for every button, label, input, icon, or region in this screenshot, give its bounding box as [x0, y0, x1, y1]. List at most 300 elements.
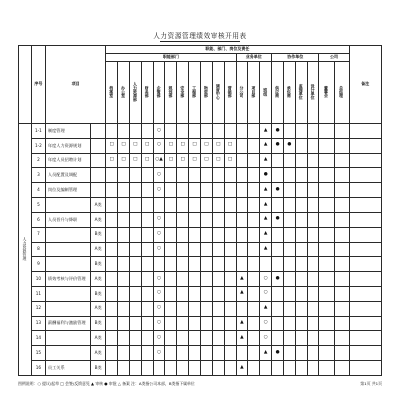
row-remark	[349, 286, 381, 301]
row-remark	[349, 124, 381, 139]
column-header	[212, 62, 224, 124]
header-blank	[19, 46, 32, 124]
role-mark-cell	[224, 183, 236, 198]
role-mark-cell	[283, 286, 295, 301]
row-item-name: 人员晋升与降职	[45, 212, 90, 227]
role-mark-cell	[177, 242, 189, 257]
role-mark-cell	[295, 286, 307, 301]
role-mark-cell	[200, 286, 212, 301]
row-sub-type: B类	[91, 361, 106, 376]
column-header-label: 供应商	[275, 85, 281, 98]
role-mark-cell: ●	[272, 346, 284, 361]
role-mark-cell	[118, 286, 130, 301]
row-item-name: 员工关系	[45, 361, 90, 376]
role-mark-cell	[334, 346, 349, 361]
row-number: 9	[31, 257, 45, 272]
role-mark-cell: □	[189, 138, 201, 153]
role-mark-cell: ○	[153, 301, 165, 316]
role-mark-cell: ○▲	[153, 153, 165, 168]
role-mark-cell	[283, 346, 295, 361]
role-mark-cell	[141, 346, 153, 361]
role-mark-cell	[334, 331, 349, 346]
table-row	[19, 138, 382, 153]
role-mark-cell	[260, 361, 272, 376]
role-mark-cell: □	[106, 138, 118, 153]
row-sub-type	[91, 138, 106, 153]
role-mark-cell	[236, 138, 248, 153]
role-mark-cell: ●	[272, 124, 284, 139]
header-item-name: 项目	[45, 46, 105, 124]
row-number: 1-1	[31, 124, 45, 139]
role-mark-cell	[200, 227, 212, 242]
column-header	[141, 62, 153, 124]
role-mark-cell	[319, 124, 334, 139]
row-item-name: 年度人力资源规划	[45, 138, 90, 153]
role-mark-cell	[248, 138, 260, 153]
role-mark-cell	[272, 286, 284, 301]
column-header-label: 调度中心	[216, 83, 222, 100]
role-mark-cell	[236, 257, 248, 272]
role-mark-cell	[319, 257, 334, 272]
table-row	[19, 286, 382, 301]
row-sub-type	[91, 124, 106, 139]
role-mark-cell	[106, 124, 118, 139]
column-header-label: 监理单位	[299, 83, 305, 100]
role-mark-cell	[141, 242, 153, 257]
role-mark-cell	[212, 183, 224, 198]
role-mark-cell	[177, 316, 189, 331]
role-mark-cell	[283, 242, 295, 257]
role-mark-cell	[141, 316, 153, 331]
role-mark-cell	[319, 212, 334, 227]
row-sub-type: A类	[91, 346, 106, 361]
role-mark-cell	[118, 301, 130, 316]
role-mark-cell: □	[177, 153, 189, 168]
row-number: 8	[31, 242, 45, 257]
column-header	[236, 62, 248, 124]
role-mark-cell	[319, 183, 334, 198]
role-mark-cell	[283, 198, 295, 213]
role-mark-cell: □	[129, 153, 141, 168]
role-mark-cell: ●	[272, 212, 284, 227]
column-header-label: 承包商	[287, 85, 293, 98]
row-remark	[349, 361, 381, 376]
role-mark-cell	[236, 124, 248, 139]
role-mark-cell	[200, 124, 212, 139]
row-item-name: 年度人员招聘计划	[45, 153, 90, 168]
role-mark-cell	[248, 272, 260, 287]
role-mark-cell	[236, 227, 248, 242]
role-mark-cell	[307, 124, 319, 139]
role-mark-cell	[189, 361, 201, 376]
role-mark-cell	[295, 257, 307, 272]
role-mark-cell	[212, 168, 224, 183]
role-mark-cell	[224, 286, 236, 301]
column-header-label: 办公室	[121, 85, 127, 98]
row-remark	[349, 212, 381, 227]
role-mark-cell	[319, 301, 334, 316]
role-mark-cell: ○	[260, 286, 272, 301]
role-mark-cell	[141, 124, 153, 139]
role-mark-cell	[295, 212, 307, 227]
column-header-label: 工程部	[192, 85, 198, 98]
role-mark-cell	[118, 168, 130, 183]
row-number: 10	[31, 272, 45, 287]
column-header-label: 分公司	[239, 85, 245, 98]
role-mark-cell	[248, 361, 260, 376]
row-item-name	[45, 242, 90, 257]
role-mark-cell	[295, 227, 307, 242]
column-header-label: 档案室	[109, 85, 115, 98]
row-remark	[349, 301, 381, 316]
role-mark-cell	[283, 227, 295, 242]
role-mark-cell	[106, 212, 118, 227]
role-mark-cell	[319, 168, 334, 183]
role-mark-cell	[129, 286, 141, 301]
role-mark-cell	[212, 257, 224, 272]
row-sub-type: A类	[91, 331, 106, 346]
role-mark-cell	[118, 361, 130, 376]
role-mark-cell	[248, 212, 260, 227]
role-mark-cell	[272, 153, 284, 168]
role-mark-cell: ▲	[236, 272, 248, 287]
role-mark-cell	[177, 257, 189, 272]
role-mark-cell: ▲	[236, 361, 248, 376]
table-row	[19, 124, 382, 139]
role-mark-cell	[307, 183, 319, 198]
role-mark-cell	[200, 346, 212, 361]
role-mark-cell	[283, 124, 295, 139]
role-mark-cell	[106, 183, 118, 198]
role-mark-cell: □	[118, 138, 130, 153]
role-mark-cell	[319, 346, 334, 361]
role-mark-cell	[141, 331, 153, 346]
table-row	[19, 316, 382, 331]
role-mark-cell	[129, 316, 141, 331]
row-number: 14	[31, 331, 45, 346]
column-header	[189, 62, 201, 124]
role-mark-cell: ○	[153, 183, 165, 198]
role-mark-cell: ○	[153, 212, 165, 227]
row-remark	[349, 346, 381, 361]
role-mark-cell	[141, 198, 153, 213]
table-row	[19, 331, 382, 346]
role-mark-cell: ○	[153, 286, 165, 301]
role-mark-cell	[307, 227, 319, 242]
role-mark-cell: □	[177, 138, 189, 153]
table-row	[19, 272, 382, 287]
role-mark-cell	[106, 286, 118, 301]
role-mark-cell: ○	[153, 346, 165, 361]
role-mark-cell	[129, 346, 141, 361]
role-mark-cell	[177, 286, 189, 301]
role-mark-cell	[248, 124, 260, 139]
role-mark-cell	[295, 361, 307, 376]
role-mark-cell	[272, 301, 284, 316]
role-mark-cell	[248, 301, 260, 316]
column-header-label: 安全部	[180, 85, 186, 98]
row-item-name: 薪酬福利与激励管理	[45, 316, 90, 331]
role-mark-cell: □	[200, 153, 212, 168]
role-mark-cell	[236, 153, 248, 168]
role-mark-cell: ●	[272, 138, 284, 153]
row-item-name	[45, 346, 90, 361]
role-mark-cell	[295, 168, 307, 183]
role-mark-cell	[272, 257, 284, 272]
role-mark-cell	[307, 346, 319, 361]
role-mark-cell: ○	[153, 316, 165, 331]
row-item-name: 制度管理	[45, 124, 90, 139]
role-mark-cell	[295, 198, 307, 213]
row-sub-type: A类	[91, 272, 106, 287]
row-sub-type: B类	[91, 316, 106, 331]
header-item-no: 序号	[31, 46, 45, 124]
role-mark-cell	[295, 346, 307, 361]
role-mark-cell	[307, 242, 319, 257]
role-mark-cell	[283, 183, 295, 198]
role-mark-cell	[334, 257, 349, 272]
role-mark-cell	[200, 361, 212, 376]
role-mark-cell	[141, 272, 153, 287]
role-mark-cell	[236, 183, 248, 198]
column-header	[248, 62, 260, 124]
role-mark-cell	[165, 272, 177, 287]
role-mark-cell	[118, 124, 130, 139]
row-remark	[349, 257, 381, 272]
role-mark-cell: ○	[153, 168, 165, 183]
role-mark-cell	[295, 183, 307, 198]
role-mark-cell	[118, 272, 130, 287]
column-header	[307, 62, 319, 124]
role-mark-cell	[272, 227, 284, 242]
row-number: 16	[31, 361, 45, 376]
row-remark	[349, 153, 381, 168]
role-mark-cell	[307, 138, 319, 153]
role-mark-cell	[118, 346, 130, 361]
role-mark-cell	[129, 227, 141, 242]
row-number: 12	[31, 301, 45, 316]
role-mark-cell	[319, 242, 334, 257]
role-mark-cell	[248, 257, 260, 272]
row-remark	[349, 331, 381, 346]
role-mark-cell	[307, 316, 319, 331]
role-mark-cell	[334, 316, 349, 331]
page-number: 第1页 共1页	[360, 381, 382, 386]
role-mark-cell	[307, 198, 319, 213]
role-mark-cell	[118, 183, 130, 198]
column-header-label: 物资部	[204, 85, 210, 98]
role-mark-cell	[319, 272, 334, 287]
row-remark	[349, 168, 381, 183]
role-mark-cell	[129, 212, 141, 227]
role-mark-cell	[319, 198, 334, 213]
row-item-name: 人员配置及调配	[45, 168, 90, 183]
role-mark-cell	[319, 286, 334, 301]
role-mark-cell	[200, 301, 212, 316]
role-mark-cell	[200, 212, 212, 227]
role-mark-cell	[224, 124, 236, 139]
role-mark-cell	[295, 138, 307, 153]
column-header	[118, 62, 130, 124]
role-mark-cell: ○	[153, 124, 165, 139]
role-mark-cell	[106, 361, 118, 376]
role-mark-cell	[141, 286, 153, 301]
role-mark-cell	[224, 272, 236, 287]
role-mark-cell	[224, 257, 236, 272]
role-mark-cell	[141, 183, 153, 198]
column-header	[295, 62, 307, 124]
column-header	[106, 62, 118, 124]
role-mark-cell: ▲	[260, 153, 272, 168]
role-mark-cell	[224, 198, 236, 213]
row-sub-type: A类	[91, 301, 106, 316]
role-mark-cell	[283, 257, 295, 272]
row-number: 13	[31, 316, 45, 331]
legend-note: 图例说明：○ 提议/起草 □ 会签/反馈意见 ▲ 审核 ● 审批 △ 备案 注：A类指公司本部，B类指下属单位	[18, 381, 195, 386]
role-mark-cell	[200, 272, 212, 287]
role-mark-cell	[165, 257, 177, 272]
role-mark-cell	[283, 301, 295, 316]
role-mark-cell	[307, 168, 319, 183]
role-mark-cell	[118, 257, 130, 272]
table-row	[19, 212, 382, 227]
role-mark-cell: ○	[153, 227, 165, 242]
role-mark-cell	[106, 198, 118, 213]
role-mark-cell	[307, 361, 319, 376]
row-remark	[349, 316, 381, 331]
role-mark-cell	[283, 361, 295, 376]
role-mark-cell	[129, 272, 141, 287]
role-mark-cell: □	[141, 138, 153, 153]
table-row	[19, 168, 382, 183]
role-mark-cell	[106, 227, 118, 242]
role-mark-cell	[334, 183, 349, 198]
role-mark-cell	[129, 257, 141, 272]
role-mark-cell	[165, 346, 177, 361]
row-item-name	[45, 301, 90, 316]
role-mark-cell	[200, 198, 212, 213]
role-mark-cell	[118, 198, 130, 213]
role-mark-cell: ○	[260, 272, 272, 287]
role-mark-cell	[224, 212, 236, 227]
role-mark-cell: □	[129, 138, 141, 153]
role-mark-cell	[236, 242, 248, 257]
role-mark-cell: □	[118, 153, 130, 168]
role-mark-cell	[248, 153, 260, 168]
role-mark-cell	[177, 124, 189, 139]
role-mark-cell	[307, 257, 319, 272]
role-mark-cell	[334, 212, 349, 227]
role-mark-cell: ○	[260, 316, 272, 331]
role-mark-cell: □	[212, 153, 224, 168]
column-header-label: 总经理	[339, 85, 345, 98]
row-number: 6	[31, 212, 45, 227]
document-title: 人力资源管理绩效审核开用表	[153, 32, 247, 40]
column-header-label: 营销部	[228, 85, 234, 98]
role-mark-cell	[224, 346, 236, 361]
role-mark-cell	[212, 286, 224, 301]
role-mark-cell	[141, 257, 153, 272]
role-mark-cell	[334, 138, 349, 153]
role-mark-cell	[319, 153, 334, 168]
role-mark-cell	[106, 331, 118, 346]
role-mark-cell	[106, 242, 118, 257]
role-mark-cell	[129, 124, 141, 139]
column-header-label: 董事会	[324, 85, 330, 98]
role-mark-cell	[295, 301, 307, 316]
row-item-name: 岗位及编制管理	[45, 183, 90, 198]
role-mark-cell	[319, 138, 334, 153]
row-number: 3	[31, 168, 45, 183]
role-mark-cell	[165, 286, 177, 301]
role-mark-cell	[200, 168, 212, 183]
role-mark-cell	[295, 124, 307, 139]
role-mark-cell	[212, 316, 224, 331]
table-row	[19, 153, 382, 168]
column-header	[177, 62, 189, 124]
table-row	[19, 227, 382, 242]
role-mark-cell	[189, 316, 201, 331]
role-mark-cell	[224, 168, 236, 183]
role-mark-cell	[189, 331, 201, 346]
role-mark-cell: ▲	[260, 227, 272, 242]
role-mark-cell	[129, 301, 141, 316]
column-header-label: 设计单位	[311, 83, 317, 100]
role-mark-cell	[177, 198, 189, 213]
role-mark-cell	[319, 227, 334, 242]
role-mark-cell	[165, 331, 177, 346]
role-mark-cell	[272, 168, 284, 183]
role-mark-cell	[129, 198, 141, 213]
column-header	[165, 62, 177, 124]
role-mark-cell: □	[224, 153, 236, 168]
role-mark-cell: ●	[272, 183, 284, 198]
role-mark-cell: ▲	[260, 242, 272, 257]
role-mark-cell	[224, 227, 236, 242]
role-mark-cell	[189, 168, 201, 183]
role-mark-cell	[248, 227, 260, 242]
role-mark-cell	[334, 242, 349, 257]
role-mark-cell	[248, 242, 260, 257]
role-mark-cell	[165, 124, 177, 139]
role-mark-cell: □	[200, 138, 212, 153]
role-mark-cell	[248, 316, 260, 331]
row-remark	[349, 227, 381, 242]
role-mark-cell	[177, 272, 189, 287]
role-mark-cell	[106, 346, 118, 361]
role-mark-cell	[295, 331, 307, 346]
role-mark-cell: ●	[272, 272, 284, 287]
side-category-label: 人力资源管理	[23, 237, 28, 261]
role-mark-cell	[334, 124, 349, 139]
role-mark-cell	[283, 153, 295, 168]
column-header	[200, 62, 212, 124]
table-row	[19, 198, 382, 213]
role-mark-cell	[307, 212, 319, 227]
row-number: 2	[31, 153, 45, 168]
column-header	[260, 62, 272, 124]
role-mark-cell: ▲	[260, 301, 272, 316]
role-mark-cell: □	[224, 138, 236, 153]
role-mark-cell	[295, 153, 307, 168]
role-mark-cell	[165, 198, 177, 213]
role-mark-cell	[248, 198, 260, 213]
role-mark-cell	[334, 301, 349, 316]
role-mark-cell	[248, 331, 260, 346]
row-sub-type	[91, 153, 106, 168]
role-mark-cell	[189, 183, 201, 198]
role-mark-cell: □	[189, 153, 201, 168]
